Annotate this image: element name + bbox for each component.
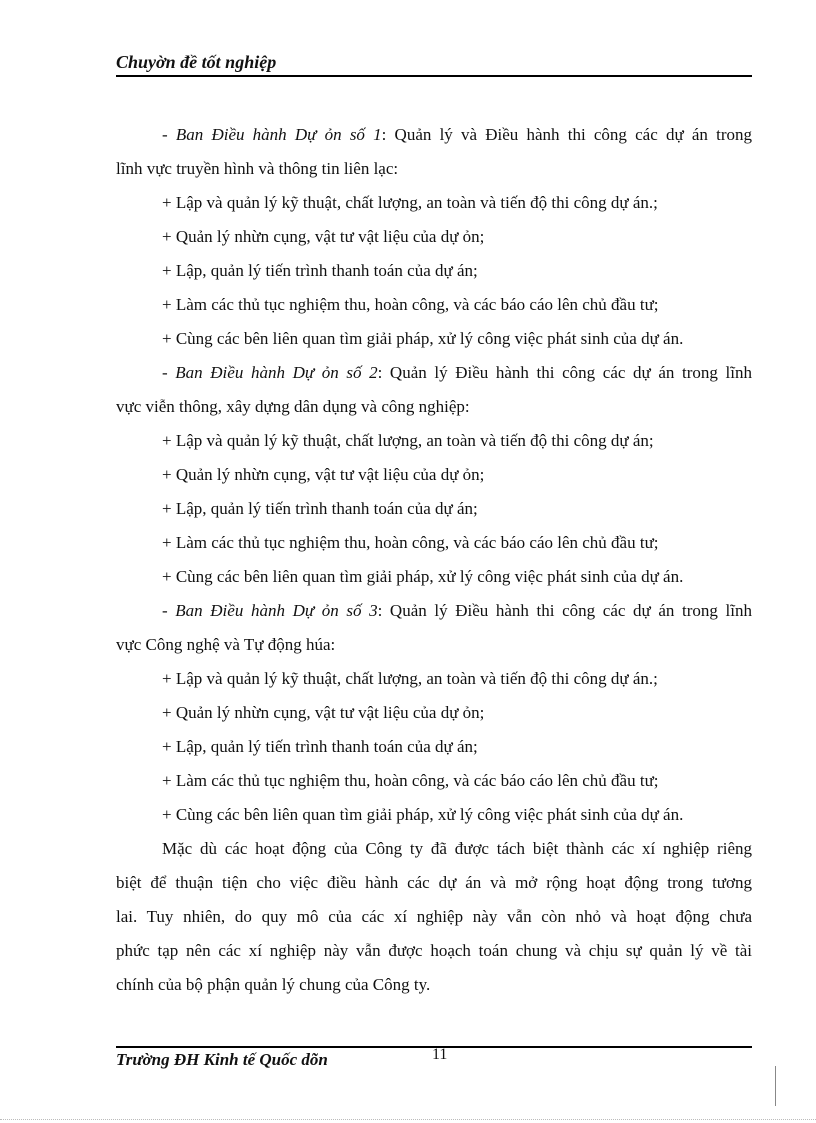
section-1-desc-cont: lĩnh vực truyền hình và thông tin liên lạc: [116,159,399,178]
section-3-item: + Lập và quản lý kỹ thuật, chất lượng, an toàn và tiến độ thi công dự án.; [162,669,658,688]
header-divider [116,75,752,77]
section-3-desc-cont: vực Công nghệ và Tự động húa: [116,635,336,654]
section-3-item: + Cùng các bên liên quan tìm giải pháp, xử lý công việc phát sinh của dự án. [162,805,684,824]
section-1-item: + Cùng các bên liên quan tìm giải pháp, xử lý công việc phát sinh của dự án. [162,329,684,348]
section-1-item: + Làm các thủ tục nghiệm thu, hoàn công, và các báo cáo lên chủ đầu tư; [162,295,659,314]
header-title: Chuyờn đề tốt nghiệp [116,52,277,72]
page-edge-marker [775,1066,776,1106]
section-2-heading-line [116,356,752,390]
section-2-prefix: - [162,363,176,382]
closing-paragraph-line: lai. Tuy nhiên, do quy mô của các xí nghiệp này vẫn còn nhỏ và hoạt động chưa [116,907,752,926]
section-1-item: + Quản lý nhừn cụng, vật tư vật liệu của dự ỏn; [162,227,485,246]
section-3-item: + Làm các thủ tục nghiệm thu, hoàn công, và các báo cáo lên chủ đầu tư; [162,771,659,790]
section-3-item: + Quản lý nhừn cụng, vật tư vật liệu của dự ỏn; [162,703,485,722]
section-1-name: Ban Điều hành Dự ỏn số 1 [175,125,382,144]
section-2-desc-cont: vực viễn thông, xây dựng dân dụng và công nghiệp: [116,397,470,416]
section-2-item: + Lập và quản lý kỹ thuật, chất lượng, an toàn và tiến độ thi công dự án; [162,431,654,450]
section-3-desc: : Quản lý Điều hành thi công các dự án trong lĩnh [377,601,752,620]
section-3-prefix: - [162,601,176,620]
document-body [116,118,752,1002]
section-2-desc: : Quản lý Điều hành thi công các dự án trong lĩnh [377,363,752,382]
closing-paragraph-line: phức tạp nên các xí nghiệp này vẫn được hoạch toán chung và chịu sự quản lý về tài [116,941,752,960]
closing-paragraph-line: biệt để thuận tiện cho việc điều hành các dự án và mở rộng hoạt động trong tương [116,873,752,892]
section-1-item: + Lập, quản lý tiến trình thanh toán của dự án; [162,261,478,280]
section-3-name: Ban Điều hành Dự ỏn số 3 [175,601,378,620]
section-1-prefix: - [162,125,176,144]
closing-paragraph-line: chính của bộ phận quản lý chung của Công ty. [116,975,431,994]
section-2-item: + Cùng các bên liên quan tìm giải pháp, xử lý công việc phát sinh của dự án. [162,567,684,586]
section-2-name: Ban Điều hành Dự ỏn số 2 [175,363,378,382]
page-number: 11 [432,1046,448,1063]
section-3-heading-line [116,594,752,628]
closing-paragraph-line: Mặc dù các hoạt động của Công ty đã được tách biệt thành các xí nghiệp riêng [162,839,752,858]
section-1-desc: : Quản lý và Điều hành thi công các dự án trong [381,125,752,144]
page-bottom-border [0,1119,816,1120]
section-2-item: + Làm các thủ tục nghiệm thu, hoàn công, và các báo cáo lên chủ đầu tư; [162,533,659,552]
section-2-item: + Lập, quản lý tiến trình thanh toán của dự án; [162,499,478,518]
section-3-item: + Lập, quản lý tiến trình thanh toán của dự án; [162,737,478,756]
section-1-heading-line [116,118,752,152]
section-2-item: + Quản lý nhừn cụng, vật tư vật liệu của dự ỏn; [162,465,485,484]
footer-school: Trường ĐH Kinh tế Quốc dõn [116,1050,328,1069]
section-1-item: + Lập và quản lý kỹ thuật, chất lượng, an toàn và tiến độ thi công dự án.; [162,193,658,212]
